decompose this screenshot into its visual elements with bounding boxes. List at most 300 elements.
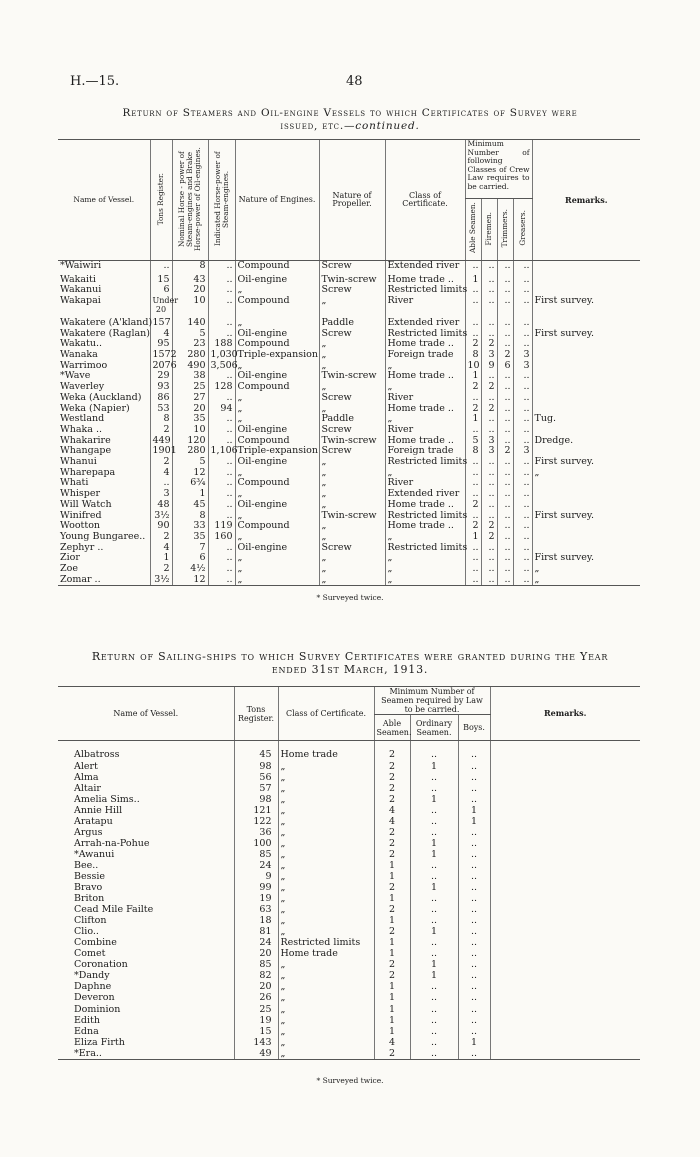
boys: .. <box>458 1004 490 1015</box>
vessel-name: Young Bungaree.. <box>60 530 146 542</box>
able-seamen: 1 <box>374 981 410 992</box>
tons-register: 15 <box>150 275 172 286</box>
boys: .. <box>458 981 490 992</box>
certificate-class: Home trade .. <box>385 371 465 382</box>
engine-type: Compound <box>235 521 319 532</box>
able-seamen: .. <box>465 329 481 340</box>
certificate-class: „ <box>385 382 465 393</box>
firemen: 2 <box>481 339 497 350</box>
vessel-name: Bee.. <box>74 859 99 871</box>
table-row <box>58 521 640 532</box>
firemen: 2 <box>481 521 497 532</box>
indicated-hp: 119 <box>208 521 235 532</box>
tons-register: 29 <box>150 371 172 382</box>
col-header-nominal-hp: Nominal Horse - power of Steam-engines and Brake Horse-power of Oil-engines. <box>172 140 208 261</box>
tons-register: 36 <box>234 827 278 838</box>
able-seamen: 1 <box>374 1026 410 1037</box>
able-seamen: 1 <box>465 532 481 543</box>
table-row <box>58 1015 640 1026</box>
firemen: .. <box>481 414 497 425</box>
nominal-hp: 20 <box>172 285 208 296</box>
tons-register: 81 <box>234 926 278 937</box>
certificate-class: „ <box>385 361 465 372</box>
able-seamen: 5 <box>465 436 481 447</box>
able-seamen: 2 <box>465 382 481 393</box>
certificate-class: Restricted limits <box>385 457 465 468</box>
sailing-table-body <box>58 741 640 1060</box>
remarks <box>532 478 640 489</box>
certificate-class: „ <box>278 1048 374 1060</box>
ordinary-seamen: 1 <box>410 926 458 937</box>
vessel-name: Clifton <box>74 915 107 927</box>
remarks <box>490 849 640 860</box>
ordinary-seamen: .. <box>410 937 458 948</box>
remarks: First survey. <box>532 511 640 522</box>
engine-type: „ <box>235 468 319 479</box>
sail-header-able: Able Seamen. <box>374 715 410 741</box>
certificate-class: Restricted limits <box>278 937 374 948</box>
propeller-type: Screw <box>319 329 385 340</box>
trimmers: .. <box>497 318 513 329</box>
remarks <box>490 1026 640 1037</box>
able-seamen: 1 <box>374 992 410 1003</box>
sailing-footnote: * Surveyed twice. <box>316 1076 384 1085</box>
boys: 1 <box>458 1037 490 1048</box>
certificate-class: „ <box>278 893 374 904</box>
vessel-name: Deveron <box>74 992 115 1004</box>
steamers-title-line2 <box>60 120 640 133</box>
certificate-class: „ <box>278 860 374 871</box>
greasers: .. <box>513 511 532 522</box>
certificate-class: Extended river <box>385 318 465 329</box>
firemen: .. <box>481 575 497 586</box>
boys: 1 <box>458 805 490 816</box>
nominal-hp: 8 <box>172 261 208 275</box>
ordinary-seamen: .. <box>410 1048 458 1060</box>
engine-type: Oil-engine <box>235 543 319 554</box>
col-header-tons: Tons Register. <box>150 140 172 261</box>
trimmers: .. <box>497 382 513 393</box>
steamers-title-line1: Return of Steamers and Oil-engine Vessels to which Certificates of Survey were <box>122 107 578 119</box>
tons-register: Under 20 <box>150 296 172 318</box>
able-seamen: 2 <box>374 783 410 794</box>
propeller-type: „ <box>319 457 385 468</box>
remarks <box>532 521 640 532</box>
greasers: .. <box>513 285 532 296</box>
indicated-hp: .. <box>208 553 235 564</box>
greasers: .. <box>513 393 532 404</box>
vessel-name: Daphne <box>74 981 112 993</box>
able-seamen: .. <box>465 489 481 500</box>
certificate-class: „ <box>278 871 374 882</box>
col-header-certificate: Class of Certificate. <box>385 140 465 261</box>
remarks <box>532 361 640 372</box>
certificate-class: Restricted limits <box>385 285 465 296</box>
certificate-class: „ <box>278 926 374 937</box>
firemen: .. <box>481 468 497 479</box>
vessel-name: Wootton <box>60 520 101 532</box>
trimmers: .. <box>497 521 513 532</box>
able-seamen: .. <box>465 261 481 275</box>
boys: .. <box>458 992 490 1003</box>
vessel-name: Cead Mile Failte <box>74 904 154 916</box>
indicated-hp: .. <box>208 500 235 511</box>
tons-register: 56 <box>234 772 278 783</box>
table-row <box>58 489 640 500</box>
remarks <box>490 761 640 772</box>
remarks <box>490 871 640 882</box>
remarks: First survey. <box>532 329 640 340</box>
certificate-class: „ <box>278 838 374 849</box>
certificate-class: „ <box>278 761 374 772</box>
able-seamen: 2 <box>374 959 410 970</box>
certificate-class: „ <box>385 414 465 425</box>
vessel-name: Zoe <box>60 563 78 575</box>
boys: .. <box>458 893 490 904</box>
nominal-hp: 27 <box>172 393 208 404</box>
certificate-class: Home trade <box>278 948 374 959</box>
indicated-hp: .. <box>208 478 235 489</box>
vessel-name: Dominion <box>74 1003 121 1015</box>
certificate-class: River <box>385 393 465 404</box>
able-seamen: 1 <box>374 871 410 882</box>
col-header-engines: Nature of Engines. <box>235 140 319 261</box>
steamers-table-body <box>58 261 640 586</box>
trimmers: .. <box>497 511 513 522</box>
vessel-name: *Awanui <box>74 848 115 860</box>
tons-register: 25 <box>234 1004 278 1015</box>
indicated-hp: .. <box>208 489 235 500</box>
sail-header-tons: Tons Register. <box>234 687 278 741</box>
propeller-type: „ <box>319 361 385 372</box>
certificate-class: „ <box>278 959 374 970</box>
propeller-type: „ <box>319 521 385 532</box>
certificate-class: Foreign trade <box>385 446 465 457</box>
firemen: .. <box>481 489 497 500</box>
tons-register: 99 <box>234 882 278 893</box>
ordinary-seamen: .. <box>410 948 458 959</box>
certificate-class: Home trade .. <box>385 339 465 350</box>
certificate-class: „ <box>278 1026 374 1037</box>
tons-register: .. <box>150 478 172 489</box>
remarks <box>490 772 640 783</box>
remarks <box>490 992 640 1003</box>
vessel-name: Aratapu <box>74 815 113 827</box>
indicated-hp: .. <box>208 329 235 340</box>
boys: .. <box>458 761 490 772</box>
table-row <box>58 893 640 904</box>
nominal-hp: 1 <box>172 489 208 500</box>
propeller-type: „ <box>319 350 385 361</box>
propeller-type: „ <box>319 382 385 393</box>
table-row <box>58 350 640 361</box>
vessel-name: Whakarire <box>60 434 111 446</box>
vessel-name: Comet <box>74 948 106 960</box>
vessel-name: Altair <box>74 782 101 794</box>
nominal-hp: 23 <box>172 339 208 350</box>
propeller-type: „ <box>319 296 385 318</box>
boys: .. <box>458 871 490 882</box>
able-seamen: 2 <box>374 849 410 860</box>
table-row <box>58 827 640 838</box>
tons-register: .. <box>150 261 172 275</box>
steamers-table <box>58 139 640 586</box>
engine-type: Oil-engine <box>235 275 319 286</box>
greasers: 3 <box>513 361 532 372</box>
tons-register: 63 <box>234 904 278 915</box>
greasers: .. <box>513 457 532 468</box>
firemen: 2 <box>481 532 497 543</box>
boys: .. <box>458 1048 490 1060</box>
vessel-name: Wakatu.. <box>60 338 102 350</box>
boys: .. <box>458 882 490 893</box>
certificate-class: Home trade .. <box>385 521 465 532</box>
certificate-class: „ <box>385 553 465 564</box>
vessel-name: Clio.. <box>74 926 99 938</box>
engine-type: Oil-engine <box>235 371 319 382</box>
sailing-title-line2: ended 31st March, 1913. <box>271 663 429 676</box>
col-header-propeller: Nature of Propeller. <box>319 140 385 261</box>
certificate-class: Home trade <box>278 741 374 761</box>
indicated-hp: .. <box>208 425 235 436</box>
able-seamen: .. <box>465 318 481 329</box>
table-row <box>58 783 640 794</box>
tons-register: 1572 <box>150 350 172 361</box>
remarks <box>490 981 640 992</box>
boys: .. <box>458 849 490 860</box>
able-seamen: .. <box>465 553 481 564</box>
propeller-type: Twin-screw <box>319 436 385 447</box>
greasers: .. <box>513 339 532 350</box>
able-seamen: 8 <box>465 350 481 361</box>
table-row <box>58 838 640 849</box>
boys: .. <box>458 741 490 761</box>
certificate-class: Home trade .. <box>385 500 465 511</box>
vessel-name: Waverley <box>60 381 105 393</box>
able-seamen: 2 <box>374 926 410 937</box>
certificate-class: „ <box>278 882 374 893</box>
sail-header-remarks: Remarks. <box>490 687 640 741</box>
sail-header-ordinary: Ordinary Seamen. <box>410 715 458 741</box>
able-seamen: 4 <box>374 816 410 827</box>
page-header <box>70 74 640 90</box>
propeller-type: „ <box>319 500 385 511</box>
certificate-class: Home trade .. <box>385 404 465 415</box>
ordinary-seamen: .. <box>410 1004 458 1015</box>
ordinary-seamen: .. <box>410 871 458 882</box>
certificate-class: River <box>385 296 465 318</box>
indicated-hp: .. <box>208 511 235 522</box>
greasers: 3 <box>513 446 532 457</box>
nominal-hp: 33 <box>172 521 208 532</box>
remarks: First survey. <box>532 457 640 468</box>
engine-type: „ <box>235 489 319 500</box>
engine-type: Compound <box>235 478 319 489</box>
tons-register: 2 <box>150 457 172 468</box>
certificate-class: „ <box>385 468 465 479</box>
table-row <box>58 1037 640 1048</box>
able-seamen: 4 <box>374 805 410 816</box>
tons-register: 90 <box>150 521 172 532</box>
certificate-class: Restricted limits <box>385 511 465 522</box>
remarks <box>490 860 640 871</box>
able-seamen: 2 <box>374 1048 410 1060</box>
vessel-name: Weka (Napier) <box>60 402 130 414</box>
propeller-type: „ <box>319 575 385 586</box>
certificate-class: „ <box>278 1037 374 1048</box>
trimmers: .. <box>497 393 513 404</box>
remarks <box>490 882 640 893</box>
ordinary-seamen: .. <box>410 981 458 992</box>
remarks <box>490 838 640 849</box>
able-seamen: 10 <box>465 361 481 372</box>
boys: .. <box>458 838 490 849</box>
vessel-name: Wakatere (A'kland) <box>60 316 153 328</box>
table-row <box>58 564 640 575</box>
able-seamen: 1 <box>374 860 410 871</box>
remarks <box>490 948 640 959</box>
able-seamen: 2 <box>374 761 410 772</box>
propeller-type: „ <box>319 564 385 575</box>
table-row <box>58 478 640 489</box>
greasers: .. <box>513 318 532 329</box>
remarks <box>490 915 640 926</box>
engine-type: „ <box>235 393 319 404</box>
tons-register: 24 <box>234 860 278 871</box>
engine-type: Compound <box>235 261 319 275</box>
nominal-hp: 5 <box>172 457 208 468</box>
vessel-name: Whaka .. <box>60 423 103 435</box>
firemen: 3 <box>481 350 497 361</box>
vessel-name: Bessie <box>74 870 106 882</box>
remarks: First survey. <box>532 296 640 318</box>
tons-register: 85 <box>234 959 278 970</box>
boys: .. <box>458 860 490 871</box>
able-seamen: 4 <box>374 1037 410 1048</box>
trimmers: 2 <box>497 350 513 361</box>
tons-register: 8 <box>150 414 172 425</box>
indicated-hp: 188 <box>208 339 235 350</box>
sail-header-name: Name of Vessel. <box>58 687 234 741</box>
indicated-hp: 128 <box>208 382 235 393</box>
table-row <box>58 992 640 1003</box>
remarks: First survey. <box>532 553 640 564</box>
trimmers: .. <box>497 285 513 296</box>
able-seamen: 2 <box>374 794 410 805</box>
tons-register: 45 <box>234 741 278 761</box>
tons-register: 4 <box>150 329 172 340</box>
firemen: .. <box>481 318 497 329</box>
tons-register: 2 <box>150 564 172 575</box>
remarks: Tug. <box>532 414 640 425</box>
able-seamen: 2 <box>374 827 410 838</box>
remarks <box>532 339 640 350</box>
greasers: .. <box>513 575 532 586</box>
propeller-type: Screw <box>319 543 385 554</box>
certificate-class: Restricted limits <box>385 329 465 340</box>
engine-type: Oil-engine <box>235 500 319 511</box>
ordinary-seamen: .. <box>410 805 458 816</box>
nominal-hp: 38 <box>172 371 208 382</box>
propeller-type: „ <box>319 478 385 489</box>
table-row <box>58 457 640 468</box>
sailing-table <box>58 686 640 1060</box>
engine-type: „ <box>235 564 319 575</box>
table-row <box>58 500 640 511</box>
sailing-title <box>60 650 640 676</box>
remarks <box>532 500 640 511</box>
greasers: 3 <box>513 350 532 361</box>
firemen: .. <box>481 393 497 404</box>
vessel-name: Whangape <box>60 445 112 457</box>
boys: .. <box>458 926 490 937</box>
table-row <box>58 511 640 522</box>
engine-type: Oil-engine <box>235 329 319 340</box>
remarks <box>490 970 640 981</box>
indicated-hp: .. <box>208 543 235 554</box>
certificate-class: „ <box>278 970 374 981</box>
certificate-class: „ <box>278 772 374 783</box>
indicated-hp: 1,030 <box>208 350 235 361</box>
ordinary-seamen: 1 <box>410 970 458 981</box>
remarks: „ <box>532 468 640 479</box>
firemen: 2 <box>481 382 497 393</box>
tons-register: 2 <box>150 425 172 436</box>
propeller-type: Twin-screw <box>319 511 385 522</box>
indicated-hp: .. <box>208 371 235 382</box>
vessel-name: *Dandy <box>74 970 110 982</box>
indicated-hp: .. <box>208 318 235 329</box>
greasers: .. <box>513 414 532 425</box>
nominal-hp: 140 <box>172 318 208 329</box>
vessel-name: Whati <box>60 477 89 489</box>
tons-register: 3½ <box>150 511 172 522</box>
trimmers: .. <box>497 564 513 575</box>
tons-register: 4 <box>150 468 172 479</box>
engine-type: Oil-engine <box>235 425 319 436</box>
table-row <box>58 329 640 340</box>
able-seamen: 1 <box>374 915 410 926</box>
remarks <box>532 261 640 275</box>
nominal-hp: 35 <box>172 414 208 425</box>
certificate-class: Extended river <box>385 489 465 500</box>
ordinary-seamen: .. <box>410 1037 458 1048</box>
certificate-class: „ <box>278 992 374 1003</box>
remarks <box>490 1004 640 1015</box>
table-row <box>58 794 640 805</box>
tons-register: 449 <box>150 436 172 447</box>
nominal-hp: 12 <box>172 575 208 586</box>
firemen: 2 <box>481 404 497 415</box>
vessel-name: Argus <box>74 826 103 838</box>
tons-register: 20 <box>234 948 278 959</box>
nominal-hp: 45 <box>172 500 208 511</box>
greasers: .. <box>513 404 532 415</box>
tons-register: 121 <box>234 805 278 816</box>
able-seamen: .. <box>465 296 481 318</box>
vessel-name: Alert <box>74 760 98 772</box>
remarks: „ <box>532 575 640 586</box>
trimmers: .. <box>497 371 513 382</box>
propeller-type: „ <box>319 339 385 350</box>
engine-type: „ <box>235 511 319 522</box>
table-row <box>58 296 640 318</box>
indicated-hp: .. <box>208 261 235 275</box>
able-seamen: 2 <box>465 521 481 532</box>
boys: .. <box>458 783 490 794</box>
greasers: .. <box>513 436 532 447</box>
table-row <box>58 981 640 992</box>
